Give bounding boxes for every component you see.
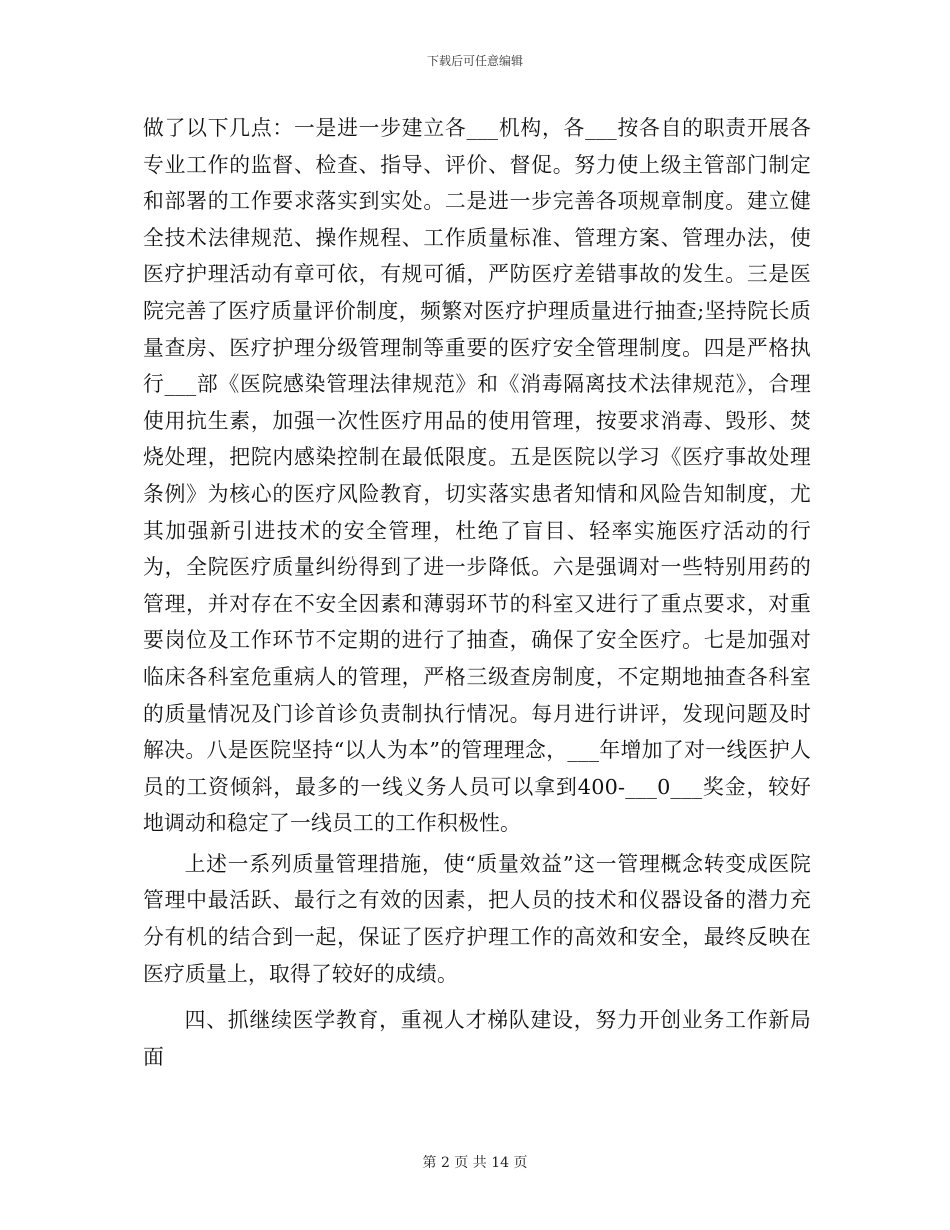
body-paragraph: 上述一系列质量管理措施，使“质量效益”这一管理概念转变成医院管理中最活跃、最行之有效的因素，把人员的技术和仪器设备的潜力充分有机的结合到一起，保证了医疗护理工作的高效和安全，最终反映在医疗质量上，取得了较好的成绩。 [143, 851, 811, 986]
section-heading: 四、抓继续医学教育，重视人才梯队建设，努力开创业务工作新局面 [143, 1008, 811, 1069]
page-header: 下载后可任意编辑 [426, 54, 523, 68]
body-paragraph: 做了以下几点：一是进一步建立各___机构，各___按各自的职责开展各专业工作的监督、检查、指导、评价、督促。努力使上级主管部门制定和部署的工作要求落实到实处。二是进一步完善各项规章制度。建立健全技术法律规范、操作规程、工作质量标准、管理方案、管理办法，使医疗护理活动有章可依，有规可循，严防医疗差错事故的发生。三是医院完善了医疗质量评价制度，频繁对医疗护理质量进行抽查;坚持院长质量查房、医疗护理分级管理制等重要的医疗安全管理制度。四是严格执行___部《医院感染管理法律规范》和《消毒隔离技术法律规范》，合理使用抗生素，加强一次性医疗用品的使用管理，按要求消毒、毁形、焚烧处理，把院内感染控制在最低限度。五是医院以学习《医疗事故处理条例》为核心的医疗风险教育，切实落实患者知情和风险告知制度，尤其加强新引进技术的安全管理，杜绝了盲目、轻率实施医疗活动的行为，全院医疗质量纠纷得到了进一步降低。六是强调对一些特别用药的管理，并对存在不安全因素和薄弱环节的科室又进行了重点要求，对重要岗位及工作环节不定期的进行了抽查，确保了安全医疗。七是加强对临床各科室危重病人的管理，严格三级查房制度，不定期地抽查各科室的质量情况及门诊首诊负责制执行情况。每月进行讲评，发现问题及时解决。八是医院坚持“以人为本”的管理理念，___年增加了对一线医护人员的工资倾斜，最多的一线义务人员可以拿到400-___0___奖金，较好地调动和稳定了一线员工的工作积极性。 [143, 116, 811, 836]
document-body [143, 110, 811, 1075]
page-number: 第 2 页 共 14 页 [422, 1155, 528, 1171]
